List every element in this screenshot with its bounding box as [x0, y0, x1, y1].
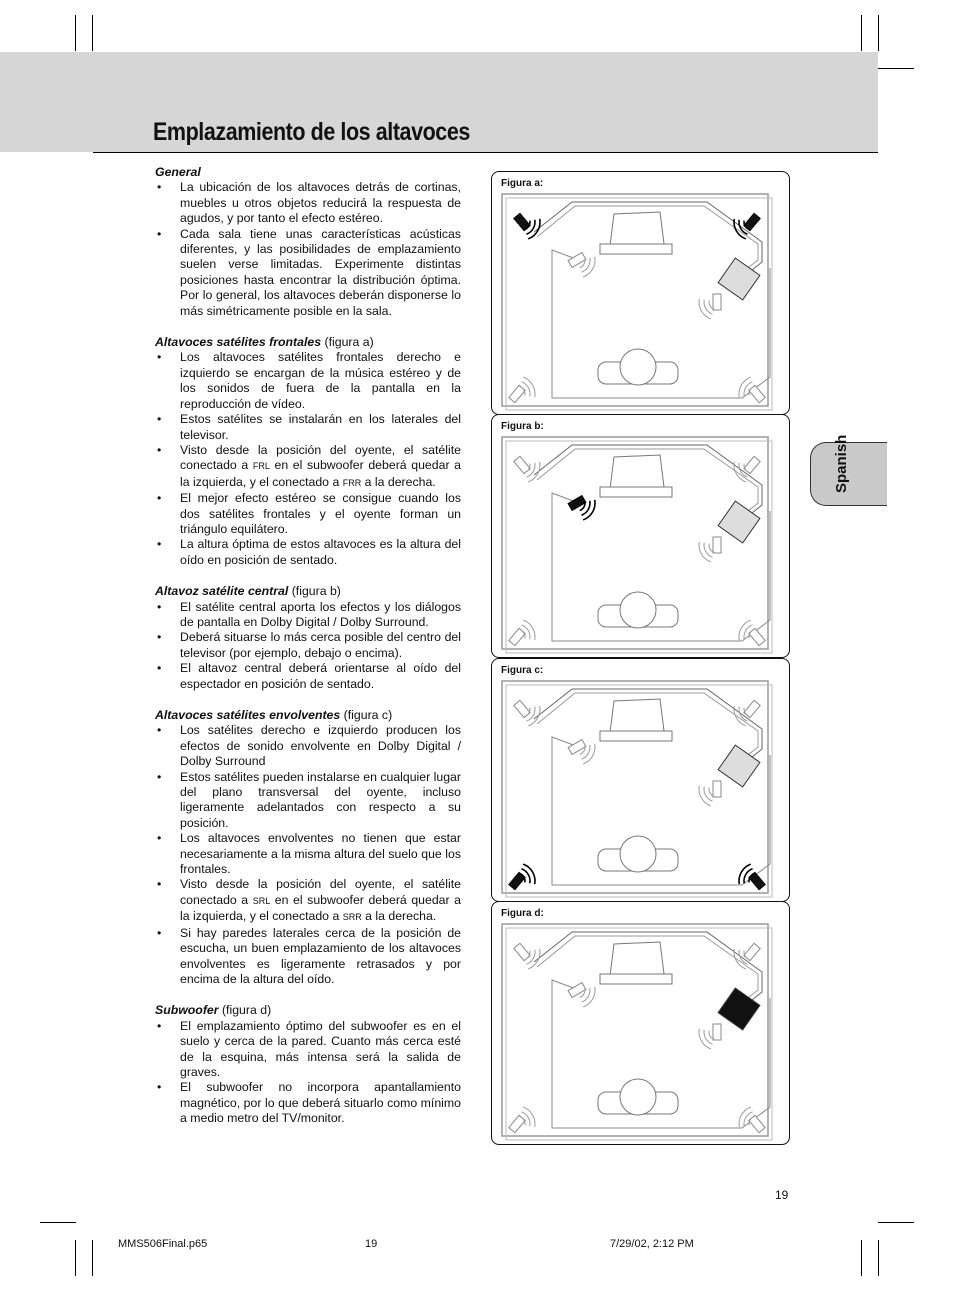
center-speaker: [568, 496, 595, 520]
section-heading: [155, 1003, 461, 1018]
figure-label: Figura d:: [501, 908, 544, 919]
language-tab-label: Spanish: [833, 434, 850, 493]
subwoofer: [718, 258, 760, 300]
subwoofer: [718, 745, 760, 787]
crop-mark: [878, 15, 879, 51]
subwoofer-waves: [699, 781, 721, 806]
crop-mark: [92, 1240, 93, 1276]
speaker-body: [713, 537, 721, 553]
tv-stand: [600, 731, 672, 741]
list-item: • Visto desde la posición del oyente, el satélite conectado a SRL en el subwoofer deberá quedar a la izquierda, y el conectado a SRR a la derecha.: [155, 877, 461, 925]
section-heading: [155, 584, 461, 599]
section-general: [155, 165, 461, 319]
figure-a: [491, 171, 790, 415]
page-number: 19: [775, 1188, 789, 1202]
crop-mark: [878, 68, 914, 69]
section-ref: (figura a): [321, 335, 374, 350]
section-surround-satellites: [155, 708, 461, 987]
figure-label: Figura b:: [501, 421, 544, 432]
section-heading: [155, 335, 461, 350]
listener-head: [620, 349, 656, 385]
surround-right-speaker: [739, 864, 765, 890]
surround-left-speaker: [509, 1107, 535, 1133]
figure-label: Figura c:: [501, 665, 544, 676]
subwoofer-waves: [699, 1024, 721, 1049]
list-item: • Los satélites derecho e izquierdo producen los efectos de sonido envolvente en Dolby Digital / Dolby Surround: [155, 723, 461, 769]
list-item: • La altura óptima de estos altavoces es la altura del oído en posición de sentado.: [155, 537, 461, 568]
surround-left-speaker: [509, 620, 535, 646]
section-title: Altavoz satélite central: [155, 584, 289, 599]
list-item: • El emplazamiento óptimo del subwoofer es en el suelo y cerca de la pared. Cuanto más cerca esté de la esquina, más intensa será la salida de graves.: [155, 1019, 461, 1081]
surround-right-speaker: [739, 1107, 765, 1133]
crop-mark: [75, 1240, 76, 1276]
front-right-speaker: [734, 456, 760, 482]
list-item: • La ubicación de los altavoces detrás de cortinas, muebles u otros objetos reducirá la respuesta de agudos, y por tanto el efecto estéreo.: [155, 180, 461, 226]
language-tab: [810, 434, 887, 506]
figure-c: [491, 658, 790, 902]
tv-stand: [600, 244, 672, 254]
crop-mark: [878, 1222, 914, 1223]
tv-stand: [600, 974, 672, 984]
surround-left-speaker: [509, 377, 535, 403]
footer-page: 19: [365, 1238, 378, 1250]
list-item: • Los altavoces satélites frontales derecho e izquierdo se encargan de la música estéreo y de los sonidos de fuera de la pantalla en la reproducción de vídeo.: [155, 350, 461, 412]
list-item: • El altavoz central deberá orientarse al oído del espectador en posición de sentado.: [155, 661, 461, 692]
figure-label: Figura a:: [501, 178, 544, 189]
crop-mark: [40, 1222, 76, 1223]
front-right-speaker: [734, 943, 760, 969]
figure-b: [491, 414, 790, 658]
section-title: Altavoces satélites envolventes: [155, 708, 341, 722]
section-front-satellites: [155, 335, 461, 568]
room-diagram: [492, 415, 789, 657]
list-item: • Si hay paredes laterales cerca de la posición de escucha, un buen emplazamiento de los altavoces envolventes es ligeramente retrasados y por encima de la altura del oído.: [155, 926, 461, 988]
section-ref: (figura d): [218, 1003, 272, 1018]
listener-head: [620, 592, 656, 628]
tv-set: [610, 699, 664, 733]
list-item: • El subwoofer no incorpora apantallamiento magnético, por lo que deberá situarlo como mínimo a medio metro del TV/monitor.: [155, 1080, 461, 1126]
center-speaker: [568, 740, 595, 764]
section-heading: [155, 165, 461, 180]
header-rule: [93, 152, 878, 153]
page-title: Emplazamiento de los altavoces: [153, 118, 470, 146]
room-diagram: [492, 659, 789, 901]
subwoofer-waves: [699, 294, 721, 319]
tv-set: [610, 942, 664, 976]
crop-mark: [861, 15, 862, 51]
center-speaker: [568, 253, 595, 277]
speaker-body: [713, 781, 721, 797]
center-speaker: [568, 983, 595, 1007]
list-item: • Deberá situarse lo más cerca posible del centro del televisor (por ejemplo, debajo o encima).: [155, 630, 461, 661]
surround-right-speaker: [739, 620, 765, 646]
section-subwoofer: [155, 1003, 461, 1126]
section-ref: (figura c): [340, 708, 393, 722]
front-right-speaker: [734, 213, 760, 239]
list-item: • Cada sala tiene unas características acústicas diferentes, y las posibilidades de emplazamiento suelen verse limitadas. Experimente distintas posiciones hasta encontrar la distribución óptima. Por lo general, los altavoces deberán disponerse lo más simétricamente posible en la sala.: [155, 227, 461, 319]
subwoofer: [718, 988, 760, 1030]
section-heading: [155, 708, 461, 723]
list-item: • Estos satélites pueden instalarse en cualquier lugar del plano transversal del oyente, incluso ligeramente adelantados con respecto a su posición.: [155, 770, 461, 832]
tv-stand: [600, 487, 672, 497]
list-item: • Estos satélites se instalarán en los laterales del televisor.: [155, 412, 461, 443]
room-diagram: [492, 172, 789, 414]
front-left-speaker: [514, 213, 540, 239]
section-title: General: [155, 165, 201, 179]
crop-mark: [878, 1240, 879, 1276]
crop-mark: [861, 1240, 862, 1276]
front-left-speaker: [514, 700, 540, 726]
surround-right-speaker: [739, 377, 765, 403]
section-ref: (figura b): [288, 584, 341, 599]
listener-head: [620, 836, 656, 872]
section-title: Altavoces satélites frontales: [155, 335, 322, 350]
speaker-body: [713, 1024, 721, 1040]
room-diagram: [492, 902, 789, 1144]
list-item: • Visto desde la posición del oyente, el satélite conectado a FRL en el subwoofer deberá quedar a la izquierda, y el conectado a FRR a la derecha.: [155, 443, 461, 491]
text-column: [155, 165, 461, 1143]
subwoofer-waves: [699, 537, 721, 562]
crop-mark: [92, 15, 93, 51]
tv-set: [610, 212, 664, 246]
list-item: • El satélite central aporta los efectos y los diálogos de pantalla en Dolby Digital / Dolby Surround.: [155, 600, 461, 631]
front-right-speaker: [734, 700, 760, 726]
footer-file: MMS506Final.p65: [118, 1238, 208, 1250]
subwoofer: [718, 501, 760, 543]
list-item: • El mejor efecto estéreo se consigue cuando los dos satélites frontales y el oyente forman un triángulo equilátero.: [155, 491, 461, 537]
figure-d: [491, 901, 790, 1145]
listener-head: [620, 1079, 656, 1115]
front-left-speaker: [514, 456, 540, 482]
surround-left-speaker: [509, 864, 535, 890]
list-item: • Los altavoces envolventes no tienen que estar necesariamente a la misma altura del suelo que los frontales.: [155, 831, 461, 877]
speaker-body: [713, 294, 721, 310]
crop-mark: [75, 15, 76, 51]
section-title: Subwoofer: [155, 1003, 219, 1018]
front-left-speaker: [514, 943, 540, 969]
footer-date: 7/29/02, 2:12 PM: [610, 1238, 694, 1250]
section-center-satellite: [155, 584, 461, 692]
tv-set: [610, 455, 664, 489]
